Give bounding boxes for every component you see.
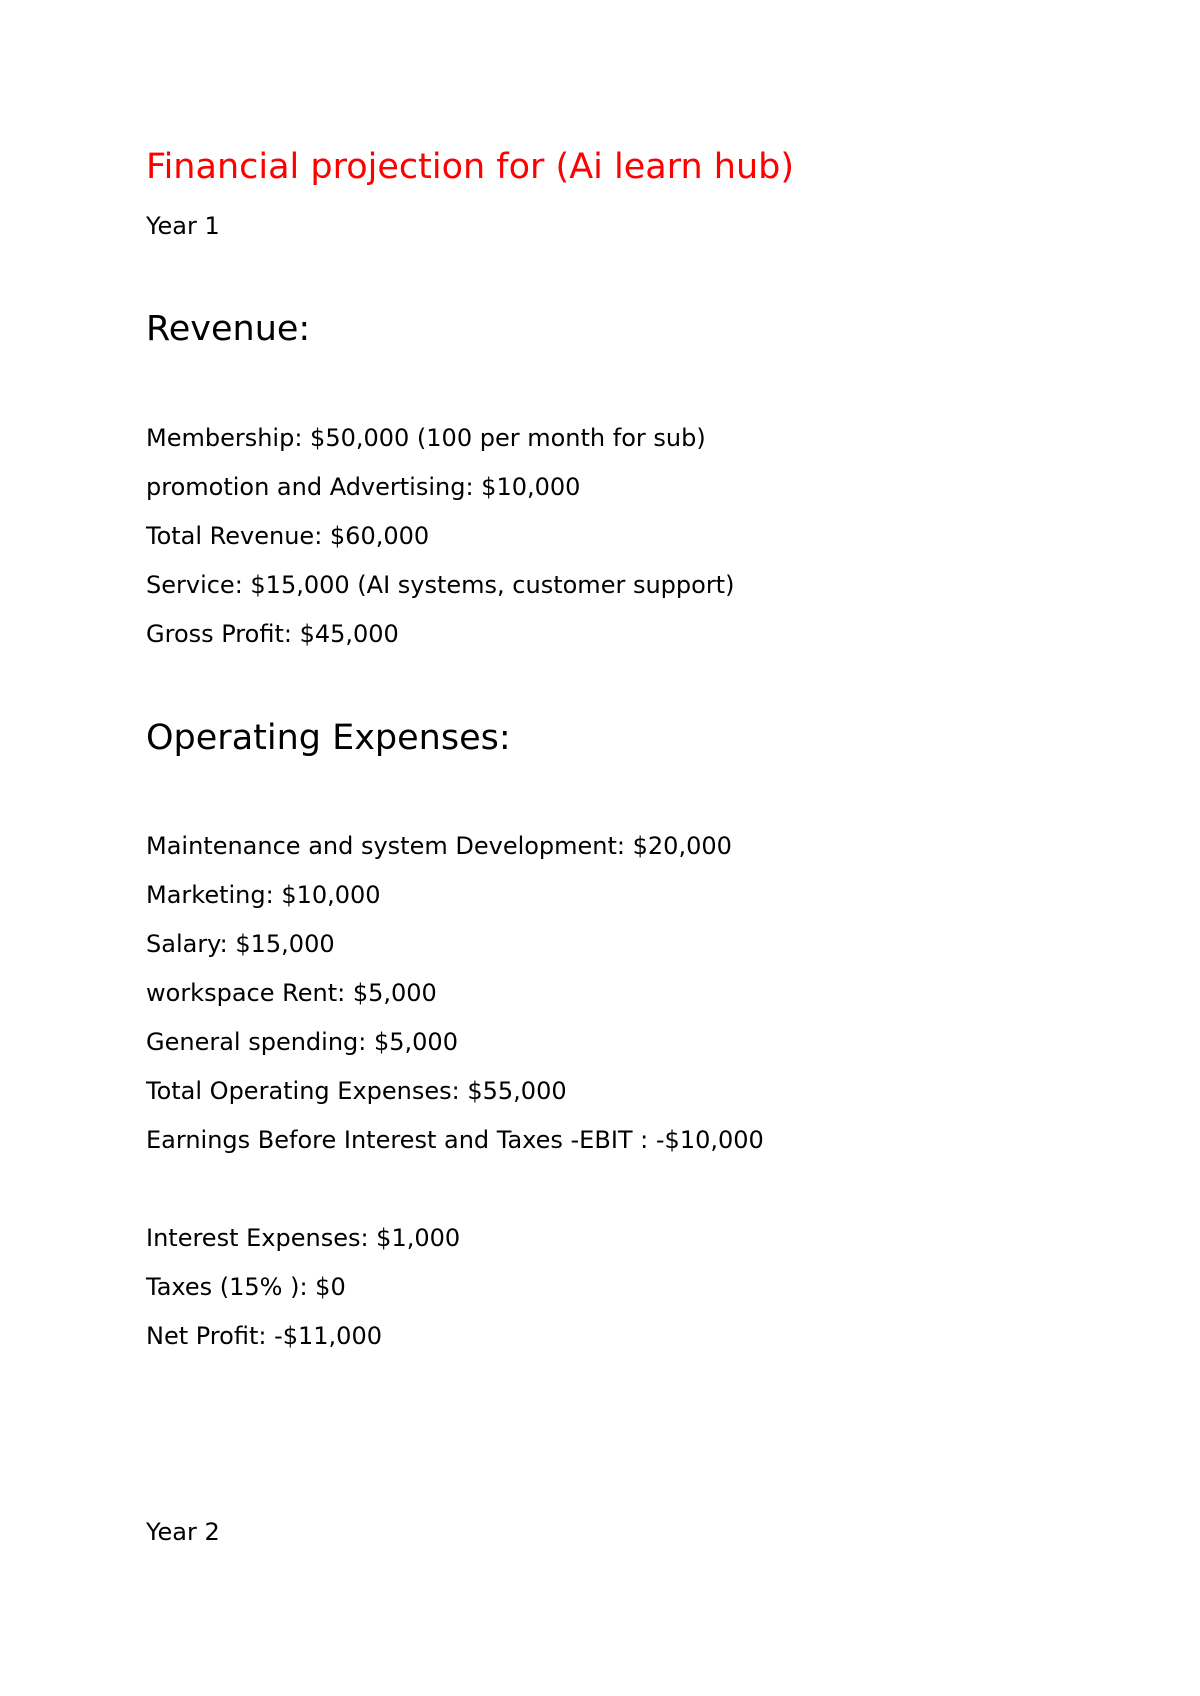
- revenue-line-promotion: promotion and Advertising: $10,000: [146, 473, 581, 501]
- expense-line-salary: Salary: $15,000: [146, 930, 335, 958]
- expense-line-maintenance: Maintenance and system Development: $20,000: [146, 832, 732, 860]
- revenue-line-total: Total Revenue: $60,000: [146, 522, 430, 550]
- revenue-line-gross-profit: Gross Profit: $45,000: [146, 620, 399, 648]
- year-2-label: Year 2: [146, 1518, 220, 1546]
- revenue-line-service: Service: $15,000 (AI systems, customer support): [146, 571, 735, 599]
- year-1-label: Year 1: [146, 212, 220, 240]
- revenue-line-membership: Membership: $50,000 (100 per month for sub): [146, 424, 706, 452]
- expense-line-marketing: Marketing: $10,000: [146, 881, 381, 909]
- revenue-heading: Revenue:: [146, 309, 311, 349]
- net-profit-line: Net Profit: -$11,000: [146, 1322, 382, 1350]
- expense-line-total: Total Operating Expenses: $55,000: [146, 1077, 567, 1105]
- taxes-line: Taxes (15% ): $0: [146, 1273, 346, 1301]
- expense-line-rent: workspace Rent: $5,000: [146, 979, 437, 1007]
- operating-expenses-heading: Operating Expenses:: [146, 718, 511, 758]
- document-title: Financial projection for (Ai learn hub): [146, 147, 795, 187]
- interest-expenses-line: Interest Expenses: $1,000: [146, 1224, 461, 1252]
- expense-line-general: General spending: $5,000: [146, 1028, 458, 1056]
- expense-line-ebit: Earnings Before Interest and Taxes -EBIT : -$10,000: [146, 1126, 764, 1154]
